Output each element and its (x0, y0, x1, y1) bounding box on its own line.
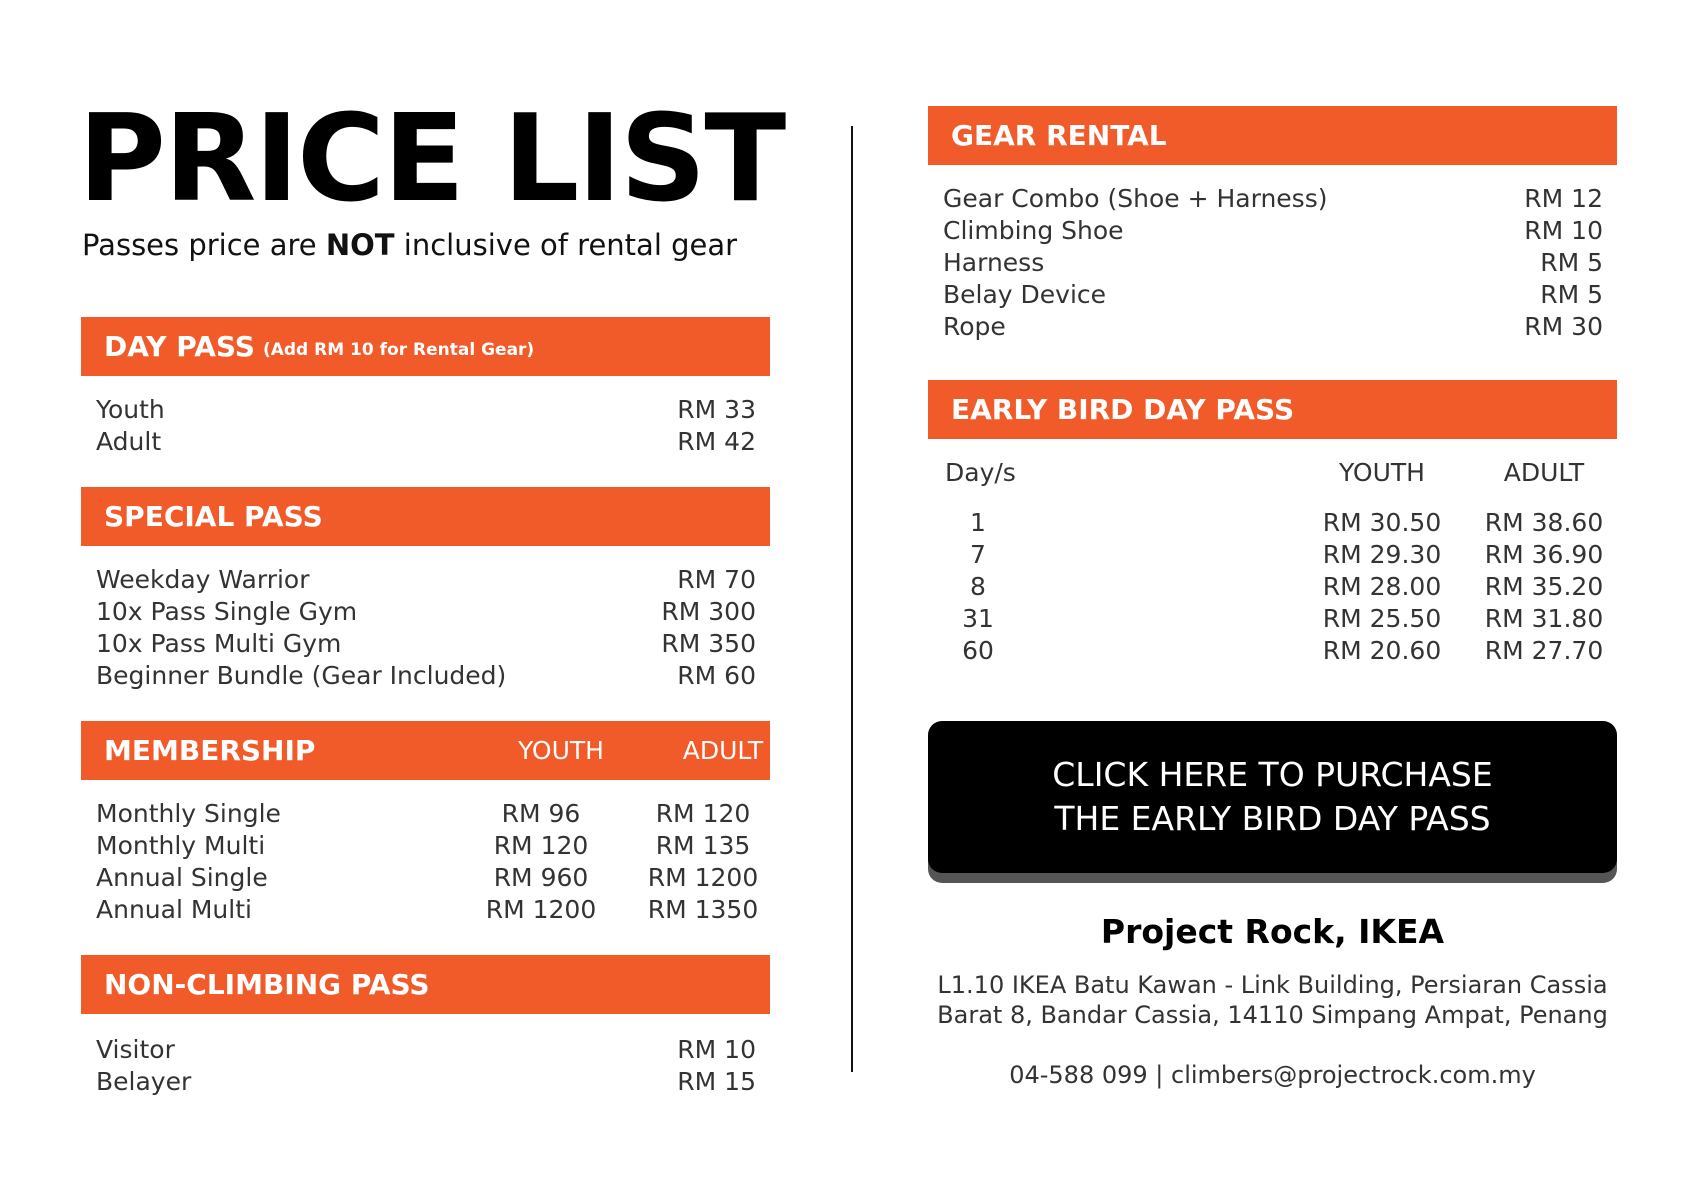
list-item (943, 311, 1603, 343)
contact-info: 04-588 099 | climbers@projectrock.com.my (1009, 1061, 1536, 1089)
subtitle-emphasis: NOT (325, 228, 395, 262)
item-label: Visitor (96, 1035, 175, 1064)
days-value: 1 (970, 508, 986, 537)
early-bird-heading: EARLY BIRD DAY PASS (951, 393, 1295, 426)
day-pass-note: (Add RM 10 for Rental Gear) (262, 339, 535, 360)
youth-price: RM 30.50 (1322, 508, 1442, 537)
list-item (943, 279, 1603, 311)
item-label: Youth (96, 395, 165, 424)
venue-address (928, 970, 1617, 1030)
adult-price: RM 1200 (647, 863, 759, 892)
special-pass-heading: SPECIAL PASS (104, 500, 323, 533)
item-price: RM 42 (677, 427, 756, 456)
early-bird-days-column: Day/s (945, 458, 1016, 487)
list-item (96, 660, 756, 692)
item-price: RM 5 (1540, 248, 1603, 277)
item-price: RM 300 (661, 597, 756, 626)
gear-rental-heading: GEAR RENTAL (951, 119, 1167, 152)
item-price: RM 70 (677, 565, 756, 594)
list-item (96, 596, 756, 628)
non-climbing-list (96, 1034, 756, 1098)
youth-price: RM 96 (501, 799, 581, 828)
venue-name: Project Rock, IKEA (1100, 912, 1445, 951)
early-bird-table (928, 507, 1617, 667)
item-label: Rope (943, 312, 1006, 341)
address-line-2: Barat 8, Bandar Cassia, 14110 Simpang Ampat, Penang (937, 1001, 1608, 1029)
membership-header (81, 721, 770, 780)
list-item (943, 215, 1603, 247)
early-bird-youth-column: YOUTH (1339, 458, 1425, 487)
non-climbing-heading: NON-CLIMBING PASS (104, 968, 430, 1001)
table-row (96, 830, 766, 862)
membership-youth-column: YOUTH (518, 736, 604, 765)
item-price: RM 350 (661, 629, 756, 658)
day-pass-list (96, 394, 756, 458)
subtitle-text-start: Passes price are (82, 228, 326, 262)
early-bird-header (928, 380, 1617, 439)
adult-price: RM 38.60 (1484, 508, 1604, 537)
column-divider (851, 126, 853, 1072)
table-row (928, 571, 1617, 603)
gear-rental-list (943, 183, 1603, 343)
subtitle (82, 228, 737, 262)
membership-adult-column: ADULT (682, 736, 764, 765)
adult-price: RM 31.80 (1484, 604, 1604, 633)
item-label: 10x Pass Multi Gym (96, 629, 342, 658)
item-label: Weekday Warrior (96, 565, 310, 594)
adult-price: RM 35.20 (1484, 572, 1604, 601)
day-pass-heading: DAY PASS (104, 330, 255, 363)
item-label: Monthly Single (96, 799, 281, 828)
list-item (96, 426, 756, 458)
item-price: RM 33 (677, 395, 756, 424)
item-price: RM 12 (1524, 184, 1603, 213)
list-item (943, 183, 1603, 215)
item-label: Annual Single (96, 863, 268, 892)
item-price: RM 15 (677, 1067, 756, 1096)
item-label: Belayer (96, 1067, 192, 1096)
list-item (96, 564, 756, 596)
item-label: Gear Combo (Shoe + Harness) (943, 184, 1328, 213)
adult-price: RM 1350 (647, 895, 759, 924)
special-pass-list (96, 564, 756, 692)
early-bird-adult-column: ADULT (1503, 458, 1585, 487)
purchase-early-bird-button[interactable] (928, 721, 1617, 873)
adult-price: RM 135 (655, 831, 751, 860)
list-item (96, 628, 756, 660)
youth-price: RM 29.30 (1322, 540, 1442, 569)
item-label: Belay Device (943, 280, 1107, 309)
item-label: 10x Pass Single Gym (96, 597, 358, 626)
table-row (928, 539, 1617, 571)
adult-price: RM 27.70 (1484, 636, 1604, 665)
non-climbing-header (81, 955, 770, 1014)
list-item (943, 247, 1603, 279)
item-price: RM 30 (1524, 312, 1603, 341)
page-title: PRICE LIST (78, 90, 785, 229)
item-label: Beginner Bundle (Gear Included) (96, 661, 507, 690)
adult-price: RM 36.90 (1484, 540, 1604, 569)
youth-price: RM 960 (493, 863, 589, 892)
table-row (96, 894, 766, 926)
item-label: Harness (943, 248, 1045, 277)
membership-table (96, 798, 766, 926)
youth-price: RM 28.00 (1322, 572, 1442, 601)
days-value: 60 (962, 636, 994, 665)
item-label: Adult (96, 427, 162, 456)
days-value: 8 (970, 572, 986, 601)
cta-line-1: CLICK HERE TO PURCHASE (1052, 755, 1493, 794)
adult-price: RM 120 (655, 799, 751, 828)
item-label: Annual Multi (96, 895, 252, 924)
list-item (96, 394, 756, 426)
youth-price: RM 1200 (485, 895, 597, 924)
item-label: Monthly Multi (96, 831, 266, 860)
item-label: Climbing Shoe (943, 216, 1124, 245)
special-pass-header (81, 487, 770, 546)
subtitle-text-end: inclusive of rental gear (394, 228, 738, 262)
days-value: 7 (970, 540, 986, 569)
list-item (96, 1034, 756, 1066)
table-row (928, 507, 1617, 539)
table-row (928, 635, 1617, 667)
cta-line-2: THE EARLY BIRD DAY PASS (1054, 799, 1491, 838)
youth-price: RM 25.50 (1322, 604, 1442, 633)
table-row (928, 603, 1617, 635)
table-row (96, 798, 766, 830)
day-pass-header (81, 317, 770, 376)
address-line-1: L1.10 IKEA Batu Kawan - Link Building, Persiaran Cassia (937, 971, 1608, 999)
membership-heading: MEMBERSHIP (104, 734, 316, 767)
item-price: RM 10 (677, 1035, 756, 1064)
gear-rental-header (928, 106, 1617, 165)
item-price: RM 60 (677, 661, 756, 690)
youth-price: RM 20.60 (1322, 636, 1442, 665)
item-price: RM 5 (1540, 280, 1603, 309)
youth-price: RM 120 (493, 831, 589, 860)
list-item (96, 1066, 756, 1098)
table-row (96, 862, 766, 894)
item-price: RM 10 (1524, 216, 1603, 245)
days-value: 31 (962, 604, 994, 633)
